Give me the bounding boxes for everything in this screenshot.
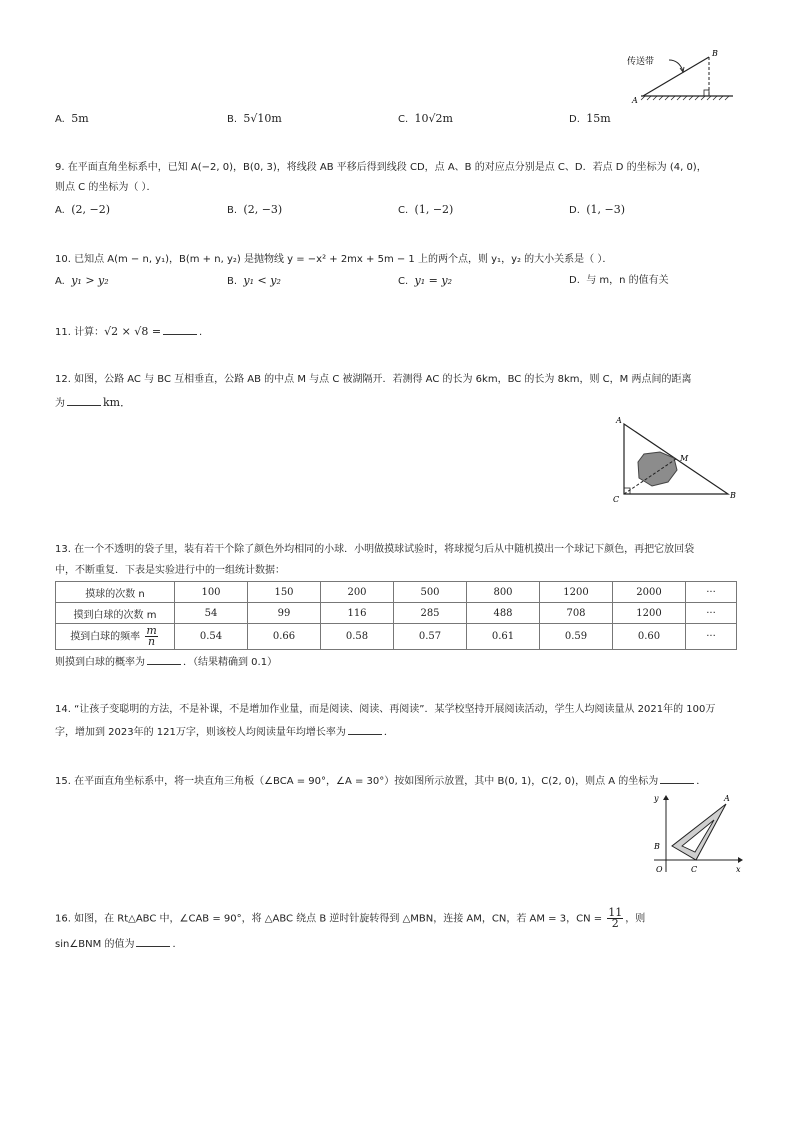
- q14-answer-blank: [348, 724, 382, 735]
- lake-triangle-figure: [608, 412, 740, 504]
- table-row: [56, 603, 737, 624]
- frequency-fraction: $\frac{m}{n}$: [146, 624, 157, 648]
- point-C-label: C: [691, 865, 698, 874]
- lake-shape: [638, 452, 677, 486]
- q10-option-a: A. y₁ > y₂: [55, 274, 109, 287]
- q9-stem-line2: 则点 C 的坐标为（ ）．: [55, 182, 157, 193]
- q13-stem-line2: 中，不断重复．下表是实验进行中的一组统计数据：: [55, 565, 285, 576]
- table-cell: ···: [686, 582, 737, 603]
- table-cell: 1200: [613, 603, 686, 624]
- q9-stem-line1: 9. 在平面直角坐标系中，已知 A(−2, 0)，B(0, 3)，将线段 AB 平移后得到线段 CD，点 A、B 的对应点分别是点 C、D．若点 D 的坐标为 (4, 0)，: [55, 162, 707, 173]
- table-cell: 150: [248, 582, 321, 603]
- origin-label: O: [656, 865, 663, 874]
- q11-expression: √2 × √8 =: [104, 325, 162, 338]
- q13-answer-line: 则摸到白球的概率为 ．（结果精确到 0.1）: [55, 654, 277, 670]
- table-cell: 488: [467, 603, 540, 624]
- conveyor-figure: [625, 45, 735, 105]
- table-cell: 100: [175, 582, 248, 603]
- q10-stem: 10. 已知点 A(m − n, y₁)，B(m + n, y₂) 是抛物线 y = −x² + 2mx + 5m − 1 上的两个点，则 y₁，y₂ 的大小关系是（ ）．: [55, 254, 613, 265]
- table-header-cell: 摸球的次数 n: [56, 582, 175, 603]
- point-M-label: M: [680, 454, 689, 463]
- table-cell: 116: [321, 603, 394, 624]
- q16-answer-blank: [136, 936, 170, 947]
- table-cell: 0.58: [321, 624, 394, 650]
- point-B-label: B: [712, 49, 718, 58]
- q9-option-b: B. (2, −3): [227, 203, 283, 216]
- q12-answer-blank: [67, 395, 101, 406]
- q10-option-c: C. y₁ = y₂: [398, 274, 452, 287]
- q8-option-b: B. 5√10m: [227, 112, 282, 125]
- q14-stem-line1: 14. “让孩子变聪明的方法，不是补课，不是增加作业量，而是阅读、阅读、再阅读”．某学校坚持开展阅读活动，学生人均阅读量从 2021年的 100万: [55, 704, 716, 715]
- table-cell: 800: [467, 582, 540, 603]
- table-cell: 0.57: [394, 624, 467, 650]
- q9-option-d: D. (1, −3): [569, 203, 626, 216]
- table-header-cell: 摸到白球的频率 $\frac{m}{n}$: [56, 624, 175, 650]
- table-cell: 0.60: [613, 624, 686, 650]
- table-cell: 0.59: [540, 624, 613, 650]
- q13-stem-line1: 13. 在一个不透明的袋子里，装有若干个除了颜色外均相同的小球．小明做摸球试验时，将球搅匀后从中随机摸出一个球记下颜色，再把它放回袋: [55, 544, 695, 555]
- q12-stem-line2: 为 km．: [55, 396, 132, 409]
- table-cell: 0.66: [248, 624, 321, 650]
- table-row: [56, 582, 737, 603]
- table-cell: 2000: [613, 582, 686, 603]
- point-B-label: B: [654, 842, 660, 851]
- q16-stem-line2: sin∠BNM 的值为 ．: [55, 936, 182, 952]
- table-cell: 285: [394, 603, 467, 624]
- q11-answer-blank: [163, 324, 197, 335]
- table-cell: 0.61: [467, 624, 540, 650]
- q8-option-d: D. 15m: [569, 112, 611, 125]
- q16-stem-line1: 16. 如图，在 Rt△ABC 中，∠CAB = 90°，将 △ABC 绕点 B 逆时针旋转得到 △MBN，连接 AM，CN，若 AM = 3，CN = $\frac{11}{2}$ ，则: [55, 906, 646, 930]
- statistics-table: [55, 581, 737, 650]
- table-cell: ···: [686, 624, 737, 650]
- table-cell: 99: [248, 603, 321, 624]
- table-cell: 500: [394, 582, 467, 603]
- q15-answer-blank: [660, 773, 694, 784]
- point-A-label: A: [632, 96, 638, 105]
- coordinate-triangle-figure: [648, 790, 744, 876]
- q15-stem: 15. 在平面直角坐标系中，将一块直角三角板（∠BCA = 90°，∠A = 30°）按如图所示放置，其中 B(0, 1)，C(2, 0)，则点 A 的坐标为 ．: [55, 773, 706, 789]
- point-B-label: B: [730, 491, 736, 500]
- q11-stem: 11. 计算：√2 × √8 = .: [55, 325, 203, 338]
- table-cell: 200: [321, 582, 394, 603]
- table-cell: 708: [540, 603, 613, 624]
- x-axis-label: x: [736, 865, 741, 874]
- cn-fraction: $\frac{11}{2}$: [608, 906, 623, 930]
- q14-stem-line2: 字，增加到 2023年的 121万字，则该校人均阅读量年均增长率为 ．: [55, 724, 394, 740]
- q9-option-a: A. (2, −2): [55, 203, 110, 216]
- table-cell: 1200: [540, 582, 613, 603]
- table-cell: 54: [175, 603, 248, 624]
- q8-option-c: C. 10√2m: [398, 112, 453, 125]
- q9-option-c: C. (1, −2): [398, 203, 454, 216]
- table-cell: 0.54: [175, 624, 248, 650]
- point-A-label: A: [616, 416, 622, 425]
- conveyor-label: 传送带: [627, 57, 655, 67]
- q10-option-d: D. 与 m，n 的值有关: [569, 275, 669, 286]
- q10-option-b: B. y₁ < y₂: [227, 274, 281, 287]
- table-header-cell: 摸到白球的次数 m: [56, 603, 175, 624]
- q8-option-a: A. 5m: [55, 112, 89, 125]
- q13-answer-blank: [147, 654, 181, 665]
- table-row: [56, 624, 737, 650]
- point-A-label: A: [724, 794, 730, 803]
- point-C-label: C: [613, 495, 620, 504]
- y-axis-label: y: [654, 794, 659, 803]
- table-cell: ···: [686, 603, 737, 624]
- q12-stem-line1: 12. 如图，公路 AC 与 BC 互相垂直，公路 AB 的中点 M 与点 C 被湖隔开．若测得 AC 的长为 6km，BC 的长为 8km，则 C，M 两点间的距离: [55, 374, 692, 385]
